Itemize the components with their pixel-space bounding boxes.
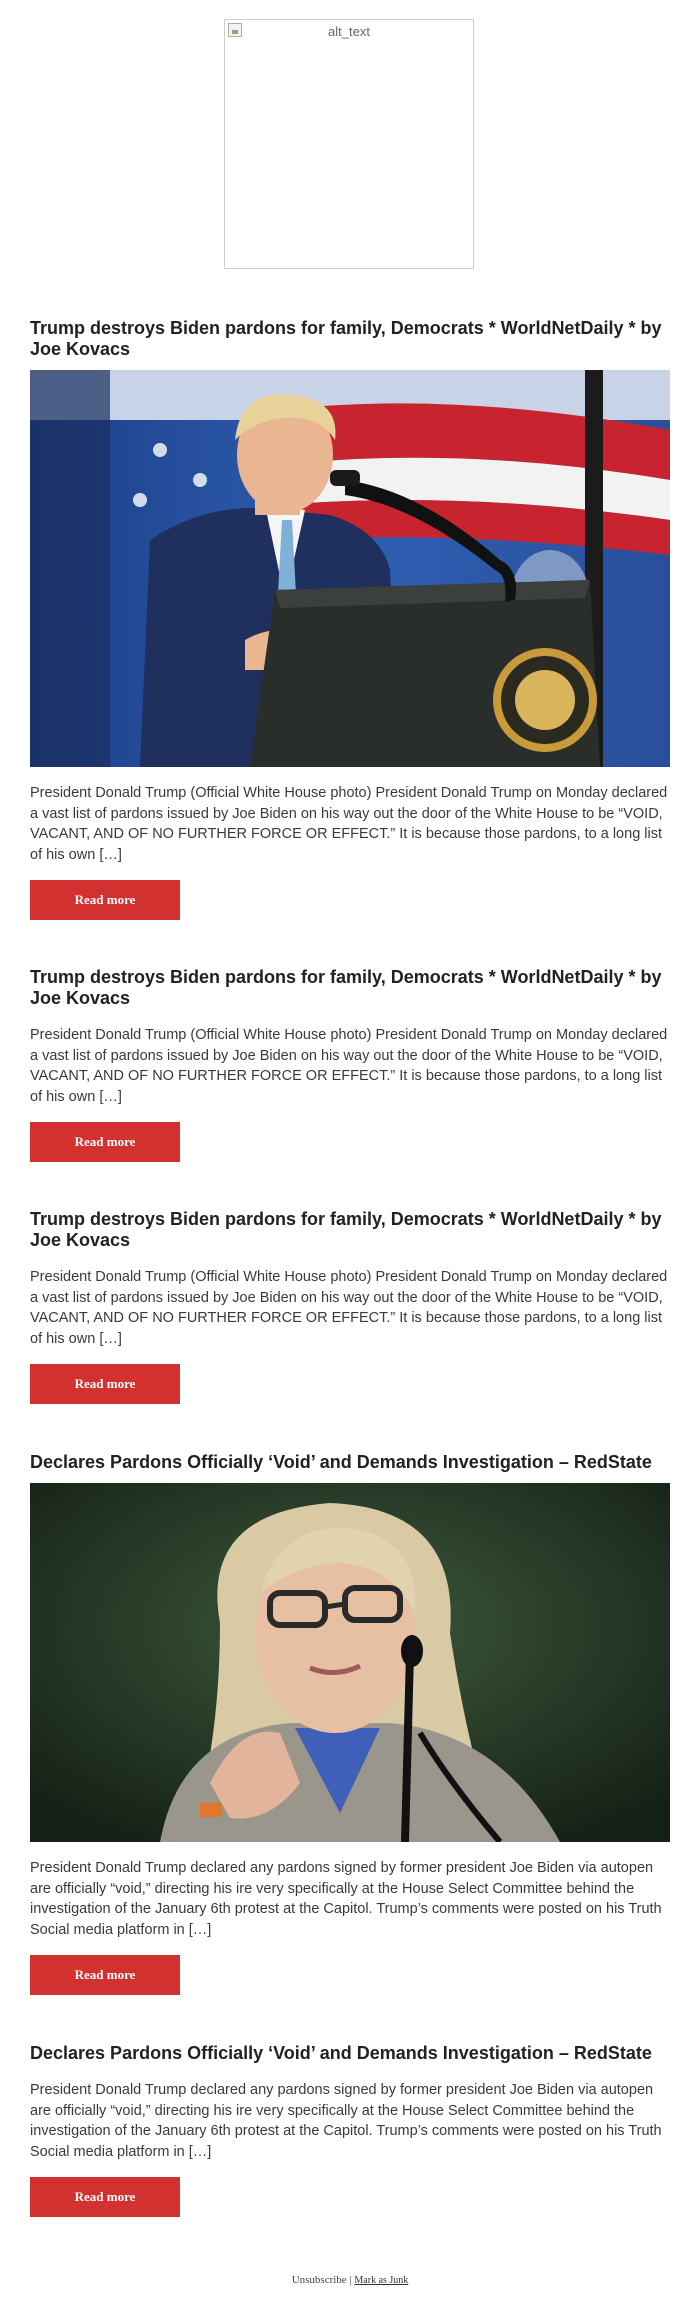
article-card xyxy=(30,1452,670,1995)
article-excerpt: President Donald Trump (Official White House photo) President Donald Trump on Monday declared a vast list of pardons issued by Joe Biden on his way out the door of the White House to be “VOID, VACANT, AND OF NO FURTHER FORCE OR EFFECT.” It is because those pardons, to a long list of his own […] xyxy=(30,1027,668,1105)
logo-alt-text: alt_text xyxy=(328,24,370,39)
article-excerpt: President Donald Trump (Official White House photo) President Donald Trump on Monday declared a vast list of pardons issued by Joe Biden on his way out the door of the White House to be “VOID, VACANT, AND OF NO FURTHER FORCE OR EFFECT.” It is because those pardons, to a long list of his own […] xyxy=(30,1269,668,1347)
article-photo-trump-podium xyxy=(30,370,670,767)
article-excerpt: President Donald Trump (Official White House photo) President Donald Trump on Monday declared a vast list of pardons issued by Joe Biden on his way out the door of the White House to be “VOID, VACANT, AND OF NO FURTHER FORCE OR EFFECT.” It is because those pardons, to a long list of his own […] xyxy=(30,785,668,863)
email-footer xyxy=(0,2274,700,2286)
article-card xyxy=(30,967,670,1162)
article-card xyxy=(30,318,670,920)
article-title[interactable]: Trump destroys Biden pardons for family, Democrats * WorldNetDaily * by Joe Kovacs xyxy=(30,1209,662,1250)
footer-separator: | xyxy=(349,2274,352,2286)
article-title[interactable]: Trump destroys Biden pardons for family, Democrats * WorldNetDaily * by Joe Kovacs xyxy=(30,967,662,1008)
article-photo-cheney-speaking xyxy=(30,1483,670,1842)
article-excerpt: President Donald Trump declared any pardons signed by former president Joe Biden via autopen are officially “void,” directing his ire very specifically at the House Select Committee behind the investigation of the January 6th protest at the Capitol. Trump’s comments were posted on his Truth Social media platform in […] xyxy=(30,2082,662,2160)
read-more-button[interactable]: Read more xyxy=(30,880,180,920)
article-card xyxy=(30,1209,670,1404)
read-more-button[interactable]: Read more xyxy=(30,1955,180,1995)
cheney-speaking-illustration xyxy=(30,1483,670,1842)
article-card xyxy=(30,2043,670,2217)
article-title[interactable]: Declares Pardons Officially ‘Void’ and Demands Investigation – RedState xyxy=(30,1452,652,1472)
article-excerpt: President Donald Trump declared any pardons signed by former president Joe Biden via autopen are officially “void,” directing his ire very specifically at the House Select Committee behind the investigation of the January 6th protest at the Capitol. Trump’s comments were posted on his Truth Social media platform in […] xyxy=(30,1860,662,1938)
read-more-button[interactable]: Read more xyxy=(30,1122,180,1162)
read-more-button[interactable]: Read more xyxy=(30,1364,180,1404)
article-title[interactable]: Trump destroys Biden pardons for family, Democrats * WorldNetDaily * by Joe Kovacs xyxy=(30,318,662,359)
logo-image xyxy=(224,19,474,269)
article-title[interactable]: Declares Pardons Officially ‘Void’ and Demands Investigation – RedState xyxy=(30,2043,652,2063)
trump-podium-illustration xyxy=(30,370,670,767)
unsubscribe-link[interactable]: Unsubscribe xyxy=(291,2274,347,2286)
read-more-button[interactable]: Read more xyxy=(30,2177,180,2217)
mark-as-junk-link[interactable]: Mark as Junk xyxy=(354,2275,409,2286)
